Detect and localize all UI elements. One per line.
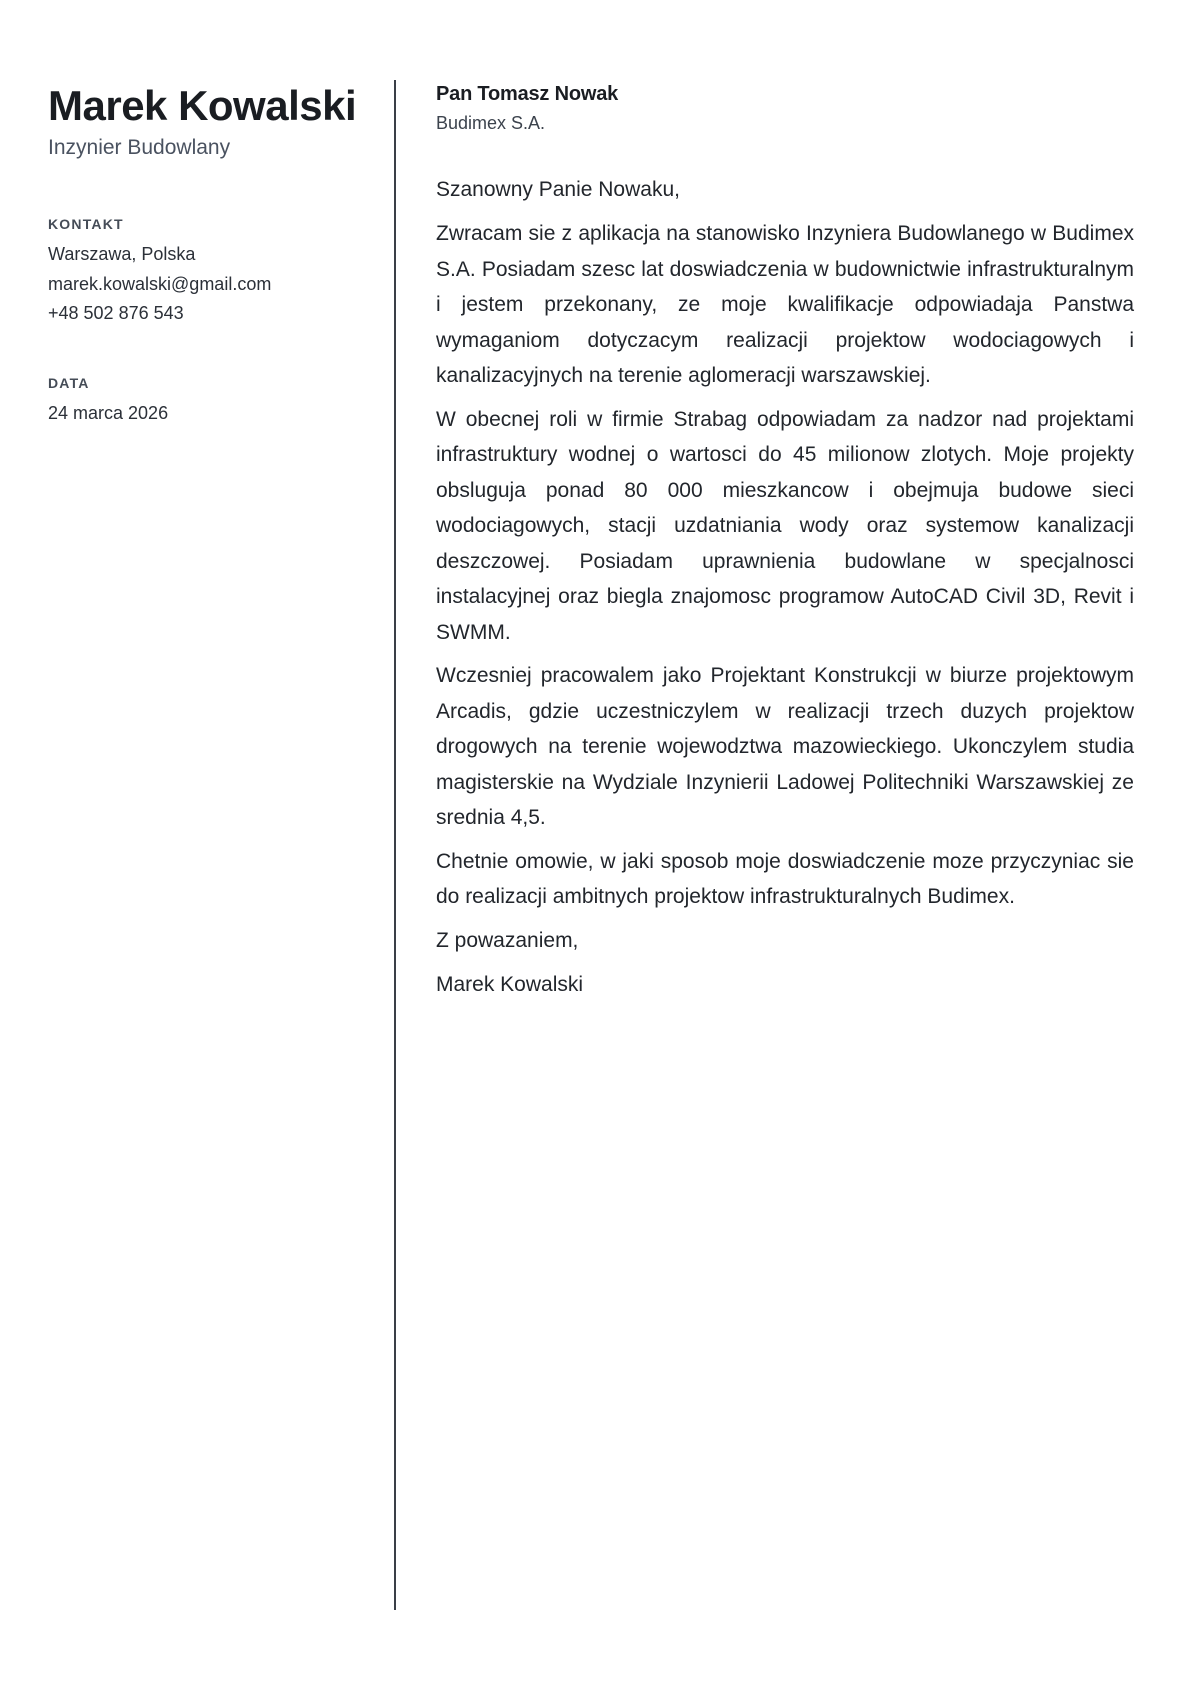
contact-email: marek.kowalski@gmail.com xyxy=(48,273,272,294)
contact-phone: +48 502 876 543 xyxy=(48,303,184,323)
recipient-company: Budimex S.A. xyxy=(436,113,546,133)
date-section xyxy=(48,373,378,429)
paragraph: Wczesniej pracowalem jako Projektant Konstrukcji w biurze projektowym Arcadis, gdzie uczestniczylem w realizacji trzech duzych projektow drogowych na terenie wojewodztwa mazowieckiego. Ukonczylem studia magisterskie na Wydziale Inzynierii Ladowej Politechniki Warszawskiej ze srednia 4,5. xyxy=(436,664,1134,829)
contact-location: Warszawa, Polska xyxy=(48,244,196,264)
recipient-name: Pan Tomasz Nowak xyxy=(436,83,619,105)
sender-role: Inzynier Budowlany xyxy=(48,136,231,159)
vertical-divider xyxy=(394,80,396,1610)
date-label: DATA xyxy=(48,374,90,391)
paragraph: W obecnej roli w firmie Strabag odpowiadam za nadzor nad projektami infrastruktury wodnej o wartosci do 45 milionow zlotych. Moje projekty obsluguja ponad 80 000 mieszkancow i obejmuja budowe sieci wodociagowych, stacji uzdatniania wody oraz systemow kanalizacji deszczowej. Posiadam uprawnienia budowlane w specjalnosci instalacyjnej oraz biegla znajomosc programow AutoCAD Civil 3D, Revit i SWMM. xyxy=(436,407,1134,644)
closing: Z powazaniem, xyxy=(436,928,579,952)
paragraph: Zwracam sie z aplikacja na stanowisko Inzyniera Budowlanego w Budimex S.A. Posiadam szesc lat doswiadczenia w budownictwie infrastrukturalnym i jestem przekonany, ze moje kwalifikacje odpowiadaja Panstwa wymaganiom dotyczacym realizacji projektow wodociagowych i kanalizacyjnych na terenie aglomeracji warszawskiej. xyxy=(436,222,1134,387)
date-value: 24 marca 2026 xyxy=(48,402,169,423)
sender-name: Marek Kowalski xyxy=(48,82,357,129)
signature: Marek Kowalski xyxy=(436,972,584,996)
contact-section xyxy=(48,214,378,329)
paragraph: Chetnie omowie, w jaki sposob moje doswiadczenie moze przyczyniac sie do realizacji ambitnych projektow infrastrukturalnych Budimex. xyxy=(436,849,1134,908)
letter-body xyxy=(436,80,1134,1003)
salutation: Szanowny Panie Nowaku, xyxy=(436,178,680,201)
sidebar xyxy=(48,80,378,428)
letter-content xyxy=(436,172,1134,1003)
contact-label: KONTAKT xyxy=(48,216,124,232)
